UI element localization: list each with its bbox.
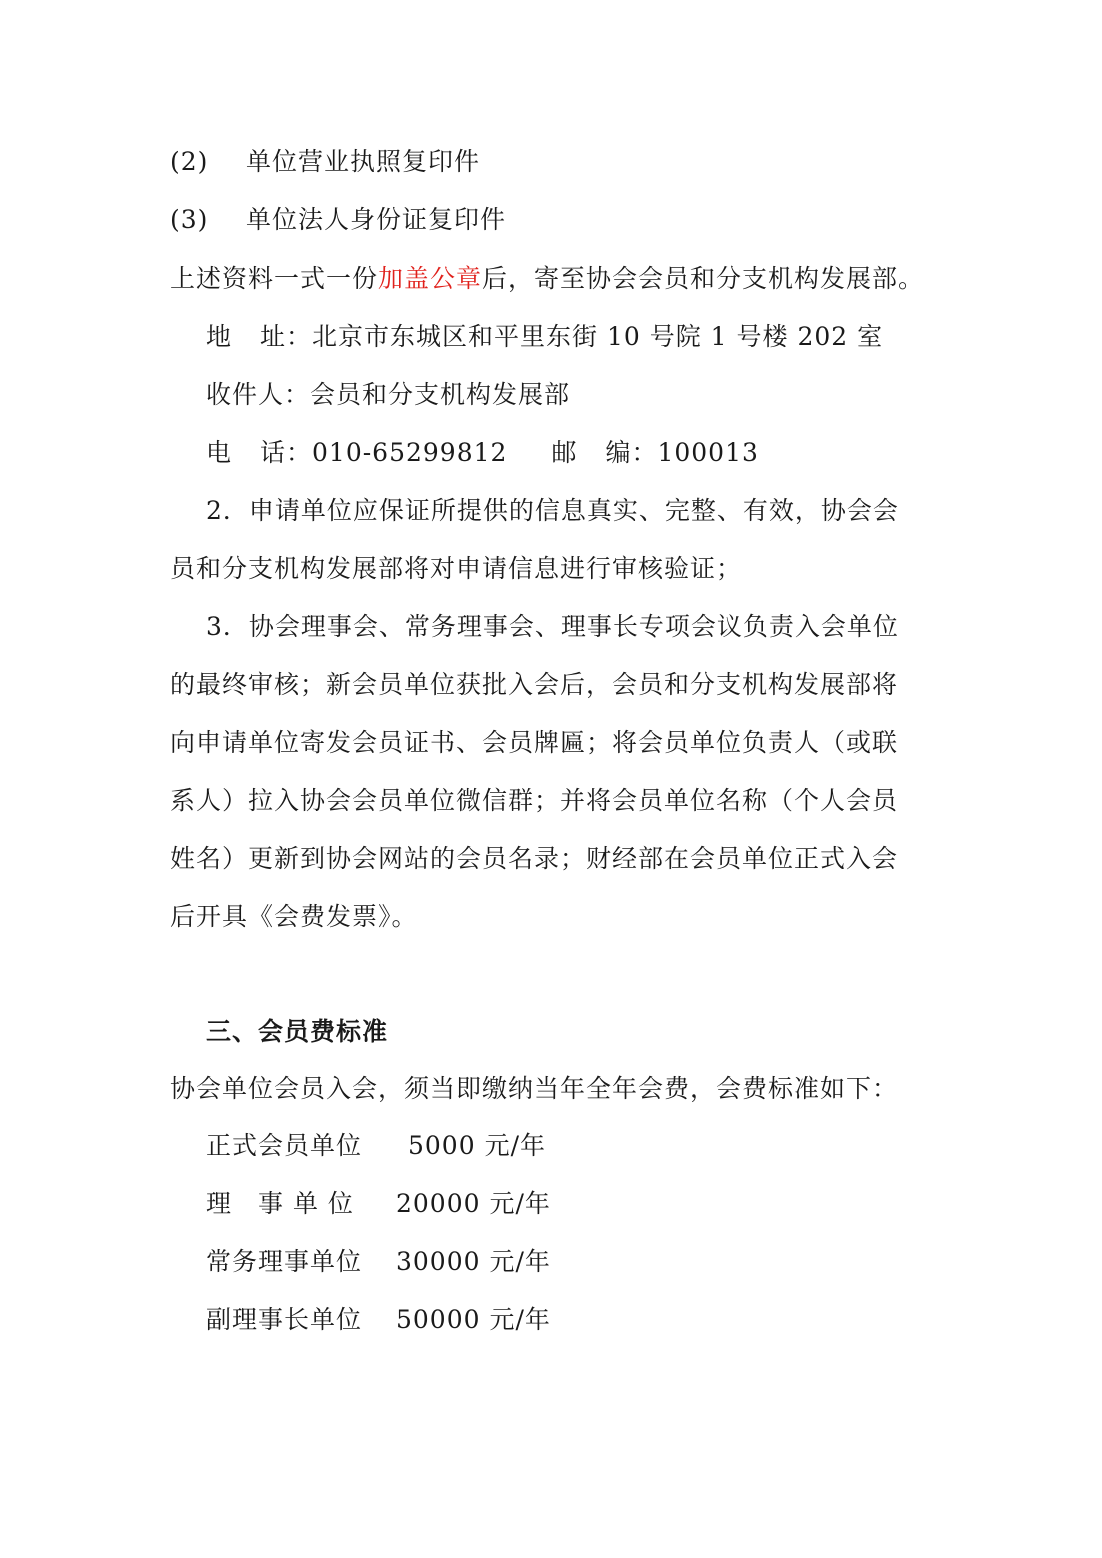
phone-postcode-line bbox=[206, 435, 759, 471]
address-label-a: 地 bbox=[206, 322, 233, 351]
rule-3-line-2: 的最终审核；新会员单位获批入会后，会员和分支机构发展部将 bbox=[170, 670, 899, 699]
rule-3-line-5: 姓名）更新到协会网站的会员名录；财经部在会员单位正式入会 bbox=[170, 844, 899, 873]
rule-3-line-4: 系人）拉入协会会员单位微信群；并将会员单位名称（个人会员 bbox=[170, 786, 899, 815]
recipient-value: 会员和分支机构发展部 bbox=[310, 380, 571, 409]
address-value: 北京市东城区和平里东街 10 号院 1 号楼 202 室 bbox=[312, 322, 884, 351]
rule-2-line-2: 员和分支机构发展部将对申请信息进行审核验证； bbox=[170, 554, 743, 583]
fee-row-label: 理 事 单 位 bbox=[206, 1189, 354, 1218]
list-item-3 bbox=[170, 202, 506, 238]
fee-row-label: 副理事长单位 bbox=[206, 1305, 363, 1334]
phone-label-b: 话： bbox=[260, 438, 313, 467]
postcode-value: 100013 bbox=[657, 438, 759, 467]
section-heading-fees: 三、会员费标准 bbox=[206, 1017, 389, 1046]
fee-row bbox=[206, 1128, 546, 1164]
mailing-suffix: 后，寄至协会会员和分支机构发展部。 bbox=[482, 264, 925, 293]
rule-3-line-3: 向申请单位寄发会员证书、会员牌匾；将会员单位负责人（或联 bbox=[170, 728, 899, 757]
fee-row-label: 常务理事单位 bbox=[206, 1247, 363, 1276]
recipient-line bbox=[206, 377, 570, 413]
fee-row bbox=[206, 1186, 551, 1222]
list-item-number: (2) bbox=[170, 147, 209, 176]
fee-row bbox=[206, 1244, 551, 1280]
recipient-label: 收件人： bbox=[206, 380, 311, 409]
address-line bbox=[206, 319, 883, 355]
rule-2-line-1: 2．申请单位应保证所提供的信息真实、完整、有效，协会会 bbox=[206, 496, 899, 525]
fee-row-value: 20000 元/年 bbox=[396, 1189, 551, 1218]
rule-3-line-6: 后开具《会费发票》。 bbox=[170, 902, 418, 931]
fee-row-label: 正式会员单位 bbox=[206, 1131, 363, 1160]
phone-value: 010-65299812 bbox=[312, 438, 508, 467]
list-item-2 bbox=[170, 144, 480, 180]
address-label-b: 址： bbox=[260, 322, 313, 351]
fee-row-value: 50000 元/年 bbox=[396, 1305, 551, 1334]
fee-row-value: 5000 元/年 bbox=[408, 1131, 546, 1160]
list-item-text: 单位法人身份证复印件 bbox=[246, 205, 507, 234]
mailing-prefix: 上述资料一式一份 bbox=[170, 264, 379, 293]
list-item-text: 单位营业执照复印件 bbox=[246, 147, 481, 176]
fee-row bbox=[206, 1302, 551, 1338]
postcode-label-b: 编： bbox=[605, 438, 658, 467]
phone-label-a: 电 bbox=[206, 438, 233, 467]
mailing-instruction bbox=[170, 261, 924, 297]
postcode-label-a: 邮 bbox=[551, 438, 578, 467]
fees-intro: 协会单位会员入会，须当即缴纳当年全年会费，会费标准如下： bbox=[170, 1074, 899, 1103]
fee-row-value: 30000 元/年 bbox=[396, 1247, 551, 1276]
list-item-number: (3) bbox=[170, 205, 209, 234]
seal-highlight: 加盖公章 bbox=[378, 264, 483, 293]
rule-3-line-1: 3．协会理事会、常务理事会、理事长专项会议负责入会单位 bbox=[206, 612, 899, 641]
